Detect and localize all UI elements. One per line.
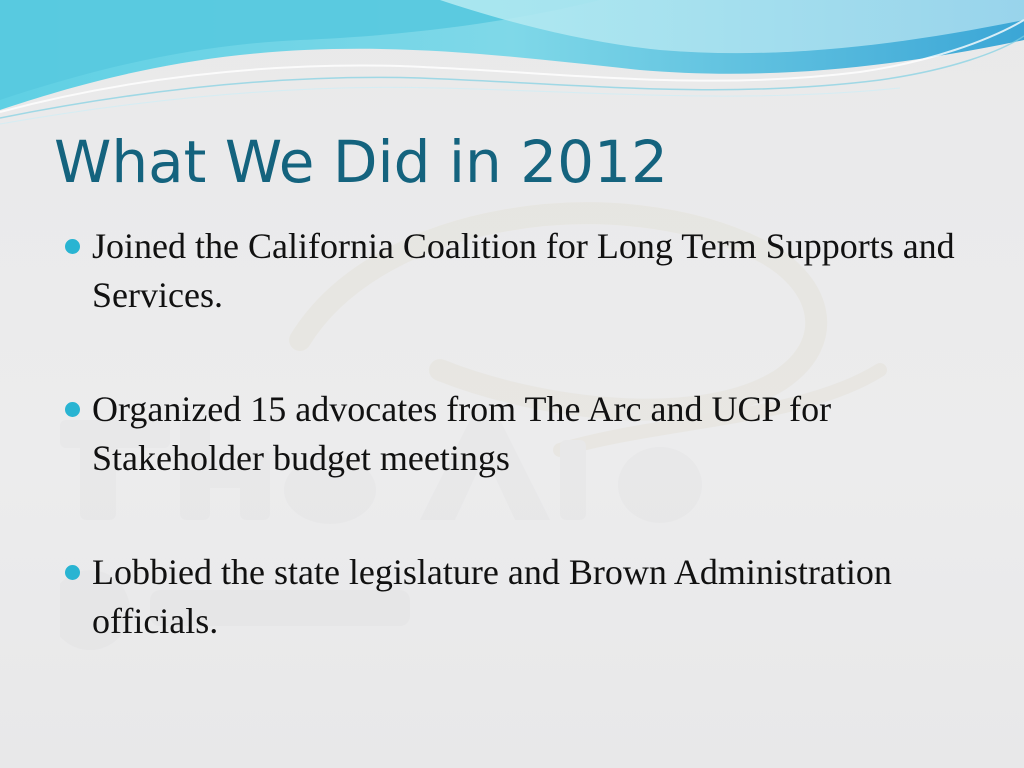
bullet-item <box>62 385 962 483</box>
bullet-item <box>62 548 962 646</box>
bullet-icon <box>65 402 80 417</box>
bullet-icon <box>65 239 80 254</box>
bullet-text: Organized 15 advocates from The Arc and UCP for Stakeholder budget meetings <box>92 389 832 478</box>
header-wave-decoration <box>0 0 1024 130</box>
bullet-icon <box>65 565 80 580</box>
bullet-text: Lobbied the state legislature and Brown Administration officials. <box>92 552 892 641</box>
slide-title: What We Did in 2012 <box>54 128 668 196</box>
bullet-list <box>62 222 962 711</box>
bullet-text: Joined the California Coalition for Long Term Supports and Services. <box>92 226 955 315</box>
bullet-item <box>62 222 962 320</box>
